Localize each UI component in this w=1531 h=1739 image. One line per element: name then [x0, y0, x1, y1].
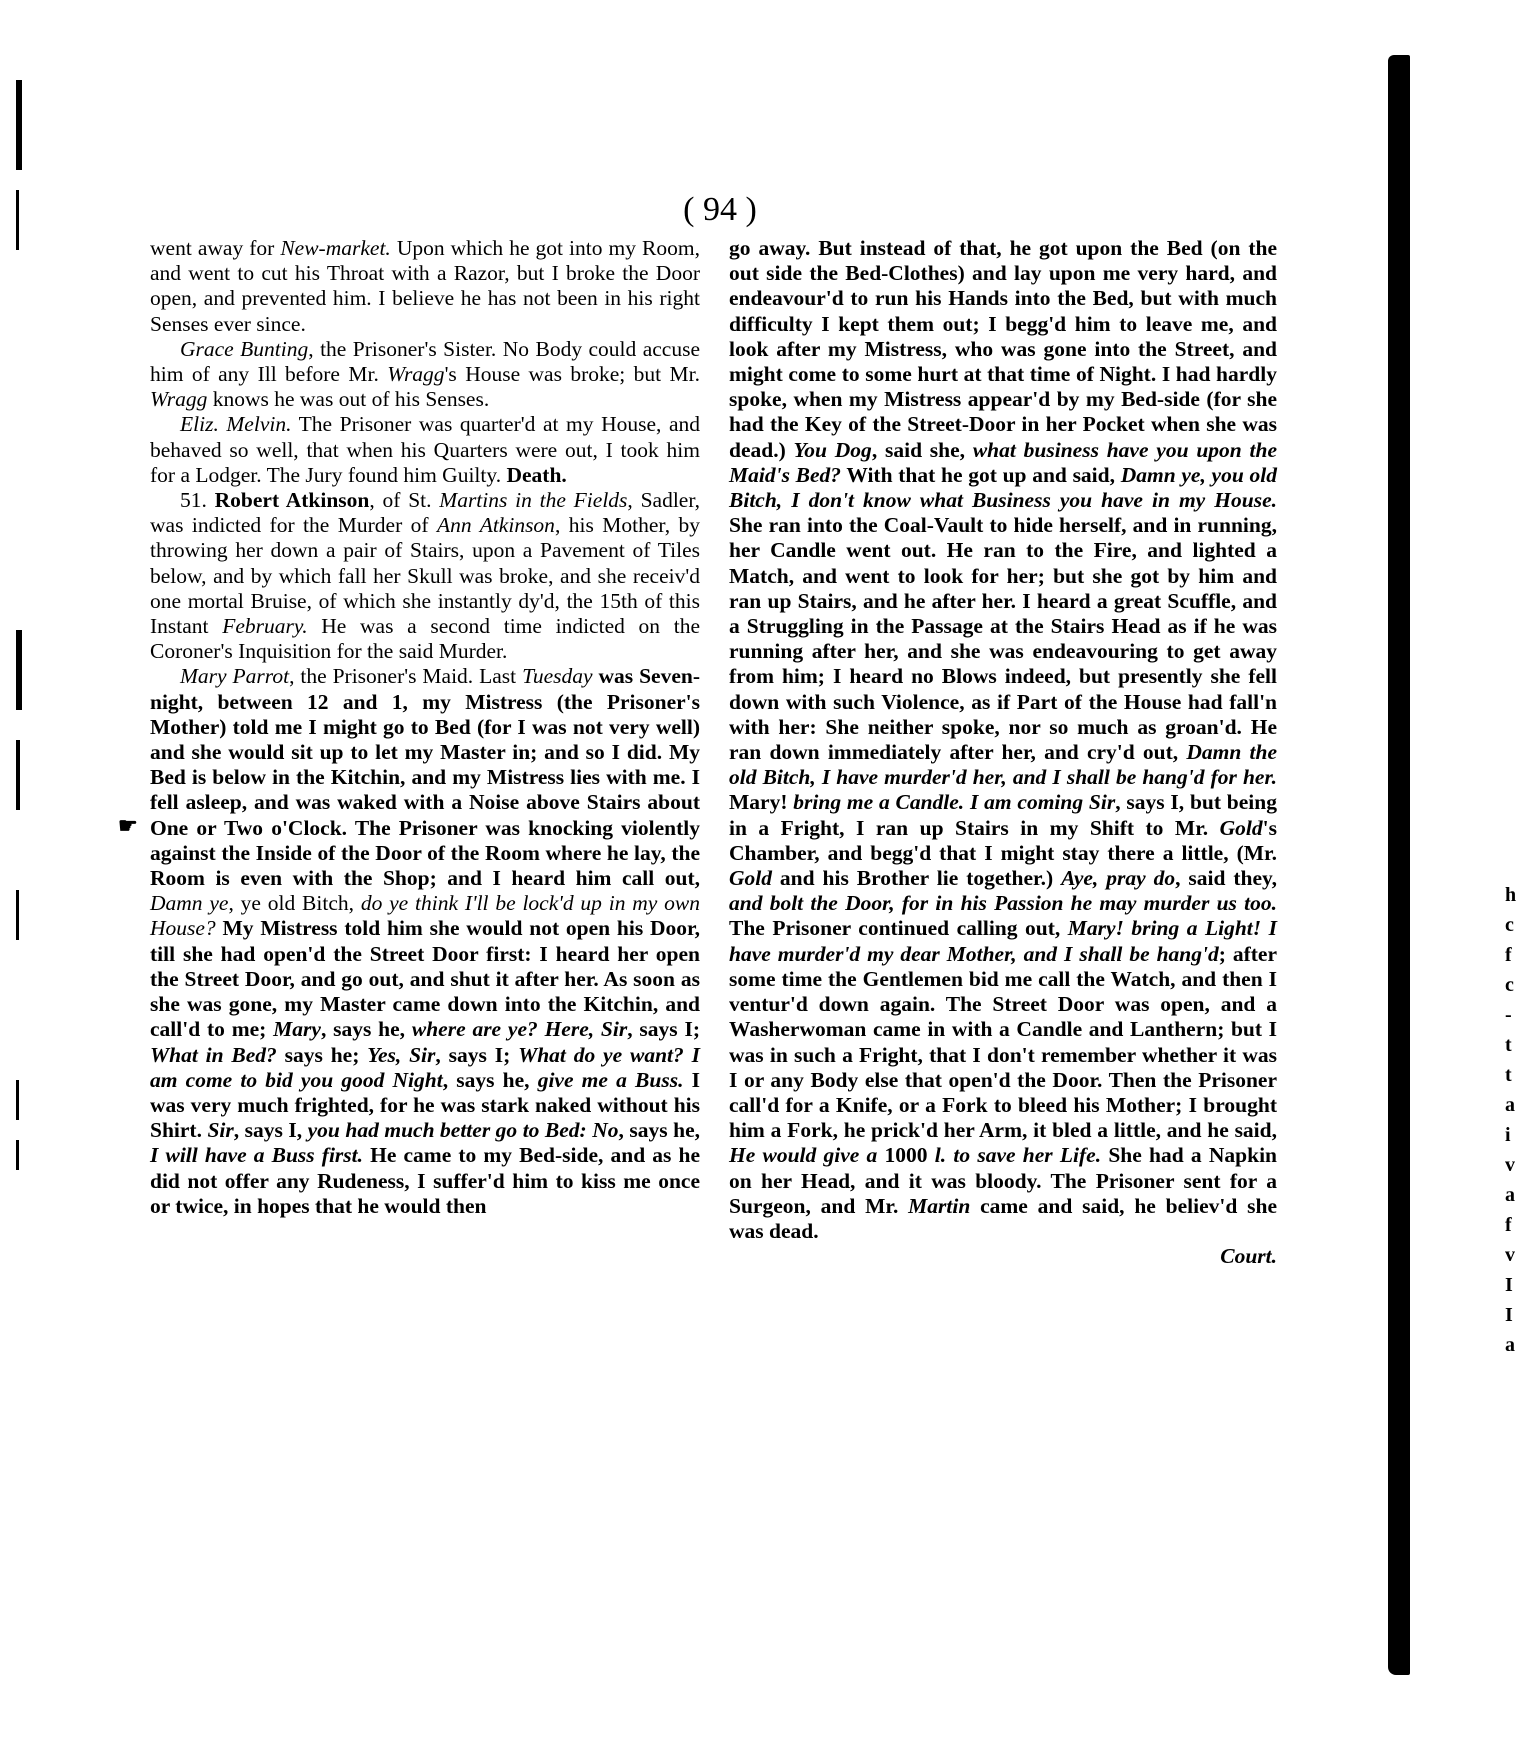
italic-run: Sir	[207, 1118, 234, 1143]
text-run: She ran into the Coal-Vault to hide herself, and in running, her Candle went out. He ran to the Fire, and lighted a Match, and went to look for her; but she got by him and ran up Stairs, and he after her. I heard a great Scuffle, and a Struggling in the Passage at the Stairs Head as if he was running after her, and she was endeavouring to get away from him; I heard no Blows indeed, but presently she fell down with such Violence, as if Part of the House had fall'n with her: She neither spoke, nor so much as groan'd. He ran down immediately after her, and cry'd out,	[729, 513, 1277, 765]
text-run: , the Prisoner's Sister. No Body could accuse him of any Ill before Mr.	[150, 336, 701, 387]
edge-letter: h	[1505, 884, 1517, 906]
text-run: 's House was broke; but Mr.	[444, 362, 700, 387]
text-run: , says he,	[442, 1067, 538, 1092]
edge-letter: I	[1505, 1274, 1513, 1296]
edge-letter: i	[1505, 1124, 1511, 1146]
text-run: He was a second time indicted on the Coroner's Inquisition for the said Murder.	[150, 614, 700, 664]
text-run: , says he,	[618, 1118, 700, 1143]
text-run: went away for	[150, 236, 281, 260]
binding-edge-marks	[14, 40, 28, 1690]
text-run: , his Mother, by throwing her down a pair of Stairs, upon a Pavement of Tiles below, and by which fall her Skull was broke, and she receiv'd one mortal Bruise, of which she instantly dy'd, the 15th of this Instant	[150, 513, 701, 639]
text-run: knows he was out of his Senses.	[207, 387, 490, 412]
text-run: The Prisoner continued calling out,	[729, 916, 1068, 941]
verdict-death: Death.	[506, 462, 567, 487]
book-spine-shadow	[1388, 55, 1410, 1675]
italic-run: What do ye want? I am come to bid you good Night	[150, 1042, 700, 1092]
italic-run: Damn the old Bitch, I have murder'd her, and I shall be hang'd for her.	[729, 740, 1277, 790]
text-run: , Sadler, was indicted for the Murder of	[150, 488, 701, 538]
italic-run: do ye think I'll be lock'd up in my own House?	[150, 891, 700, 941]
text-run: ; after some time the Gentlemen bid me call the Watch, and then I ventur'd down again. The Street Door was open, and a Washerwoman came in with a Candle and Lanthern; but I was in such a Fright, that I don't remember whether it was I or any Body else that open'd the Door. Then the Prisoner call'd for a Knife, or a Fork to bleed his Mother; I brought him a Fork, he prick'd her Arm, it bled a little, and he said,	[729, 941, 1277, 1143]
italic-run: l. to save her Life.	[934, 1143, 1102, 1168]
text-run: , said she,	[871, 437, 973, 462]
edge-letter: f	[1505, 1214, 1512, 1236]
italic-run: February.	[222, 614, 308, 639]
binding-mark	[16, 740, 20, 810]
text-run: He came to my Bed-side, and as he did not offer any Rudeness, I suffer'd him to kiss me once or twice, in hopes that he would then	[150, 1143, 701, 1218]
text-run: , says I,	[233, 1118, 308, 1143]
left-paragraph-1	[150, 236, 700, 337]
text-run: 51.	[180, 488, 215, 513]
right-paragraph-1	[729, 236, 1277, 1244]
italic-run: and bolt the Door, for in his Passion he may murder us too.	[729, 891, 1277, 916]
italic-run: what business have you upon the Maid's Bed?	[729, 437, 1278, 487]
italic-run: where are ye? Here, Sir	[411, 1017, 628, 1042]
text-run: and his Brother lie together.)	[772, 866, 1062, 891]
italic-run: Aye, pray do	[1061, 866, 1176, 891]
italic-run: Wragg	[387, 362, 445, 387]
italic-run: Mary	[273, 1017, 321, 1042]
edge-letter: t	[1505, 1034, 1512, 1056]
text-run: Upon which he got into my Room, and went to cut his Throat with a Razor, but I broke the Door open, and prevented him. I believe he has not been in his right Senses ever since.	[150, 236, 700, 336]
italic-run: Gold	[729, 866, 772, 891]
text-run: 1000	[877, 1143, 935, 1168]
text-run: go away. But instead of that, he got upon the Bed (on the out side the Bed-Clothes) and lay upon me very hard, and endeavour'd to run his Hands into the Bed, but with much difficulty I kept them out; I begg'd him to leave me, and look after my Mistress, who was gone into the Street, and might come to some hurt at that time of Night. I had hardly spoke, when my Mistress appear'd by my Bed-side (for she had the Key of the Street-Door in her Pocket when she was dead.)	[729, 236, 1277, 462]
text-run: The Prisoner was quarter'd at my House, and behaved so well, that when his Quarters were out, I took him for a Lodger. The Jury found him Guilty.	[150, 412, 701, 487]
italic-run: Mary! bring a Light! I have murder'd my dear Mother, and I shall be hang'd	[729, 916, 1277, 966]
italic-run: I will have a Buss first.	[150, 1143, 363, 1168]
edge-letter: c	[1505, 974, 1514, 996]
italic-run: Wragg	[150, 387, 208, 412]
catchword: Court.	[1220, 1244, 1277, 1269]
binding-mark	[16, 630, 22, 710]
italic-run: Yes, Sir	[367, 1042, 436, 1067]
left-paragraph-4	[150, 488, 700, 664]
italic-run: Gold	[1219, 815, 1263, 840]
pointing-hand-mark: ☛	[118, 813, 138, 838]
text-run: , says I;	[435, 1042, 519, 1067]
edge-letter: a	[1505, 1094, 1515, 1116]
text-run: , of St.	[369, 488, 440, 513]
italic-run: New-market.	[280, 236, 391, 260]
italic-run: you had much better go to Bed: No	[307, 1118, 619, 1143]
binding-mark	[16, 890, 19, 940]
edge-letter: a	[1505, 1184, 1515, 1206]
text-run: She had a Napkin on her Head, and it was bloody. The Prisoner sent for a Surgeon, and Mr.	[729, 1143, 1278, 1218]
italic-run: Tuesday	[522, 664, 593, 689]
text-run: , ye old Bitch,	[228, 891, 361, 916]
edge-letter: v	[1505, 1244, 1515, 1266]
text-run: , the Prisoner's Maid. Last	[289, 664, 523, 689]
italic-run: Damn ye, you old Bitch, I don't know what Business you have in my House.	[729, 462, 1277, 513]
italic-run: Martins in the Fields	[439, 488, 628, 513]
text-run: , says I, but being in a Fright, I ran up Stairs in my Shift to Mr.	[729, 790, 1277, 840]
text-run: 's Chamber, and begg'd that I might stay there a little, (Mr.	[729, 815, 1277, 865]
left-column	[150, 236, 700, 1219]
left-paragraph-5	[150, 664, 700, 1218]
italic-run: Mary Parrot	[180, 664, 290, 689]
edge-letter: v	[1505, 1154, 1515, 1176]
edge-letter: a	[1505, 1334, 1515, 1356]
edge-letter: -	[1505, 1004, 1512, 1026]
facing-page-edge-letters	[1505, 880, 1529, 1360]
italic-run: Grace Bunting	[180, 336, 309, 361]
text-run: , says he,	[320, 1017, 412, 1042]
italic-run: Eliz. Melvin.	[180, 412, 292, 437]
italic-run: He would give a	[729, 1143, 878, 1168]
left-paragraph-2	[150, 337, 700, 413]
italic-run: Ann Atkinson	[437, 513, 555, 538]
binding-mark	[16, 190, 19, 250]
text-run: came and said, he believ'd she was dead.	[729, 1193, 1277, 1243]
page-number: ( 94 )	[683, 191, 757, 228]
text-run: was Seven-night, between 12 and 1, my Mistress (the Prisoner's Mother) told me I might go to Bed (for I was not very well) and she would sit up to let my Master in; and so I did. My Bed is below in the Kitchin, and my Mistress lies with me. I fell asleep, and was waked with a Noise above Stairs about One or Two o'Clock. The Prisoner was knocking violently against the Inside of the Door of the Room where he lay, the Room is even with the Shop; and I heard him call out,	[150, 664, 700, 891]
italic-run: What in Bed?	[150, 1042, 277, 1067]
text-run: I was very much frighted, for he was stark naked without his Shirt.	[150, 1067, 700, 1143]
edge-letter: t	[1505, 1064, 1512, 1086]
right-column	[729, 236, 1277, 1269]
italic-run: You Dog	[793, 437, 872, 462]
edge-letter: f	[1505, 944, 1512, 966]
text-run: With that he got up and said,	[841, 462, 1121, 487]
text-run: says he;	[276, 1042, 368, 1067]
text-run: Mary!	[729, 790, 794, 815]
text-run: , says I;	[627, 1017, 701, 1042]
text-run: My Mistress told him she would not open his Door, till she had open'd the Street Door first: I heard her open the Street Door, and go out, and shut it after her. As soon as she was gone, my Master came down into the Kitchin, and call'd to me;	[150, 916, 700, 1042]
binding-mark	[16, 1140, 19, 1170]
binding-mark	[16, 80, 22, 170]
edge-letter: c	[1505, 914, 1514, 936]
edge-letter: I	[1505, 1304, 1513, 1326]
binding-mark	[16, 1080, 19, 1120]
italic-run: bring me a Candle. I am coming Sir	[793, 790, 1116, 815]
italic-run: Martin	[908, 1193, 971, 1218]
text-run: , said they,	[1175, 866, 1277, 891]
italic-run: give me a Buss.	[537, 1067, 684, 1092]
defendant-name: Robert Atkinson	[214, 488, 370, 513]
left-paragraph-3	[150, 412, 700, 488]
italic-run: Damn ye	[150, 891, 229, 916]
